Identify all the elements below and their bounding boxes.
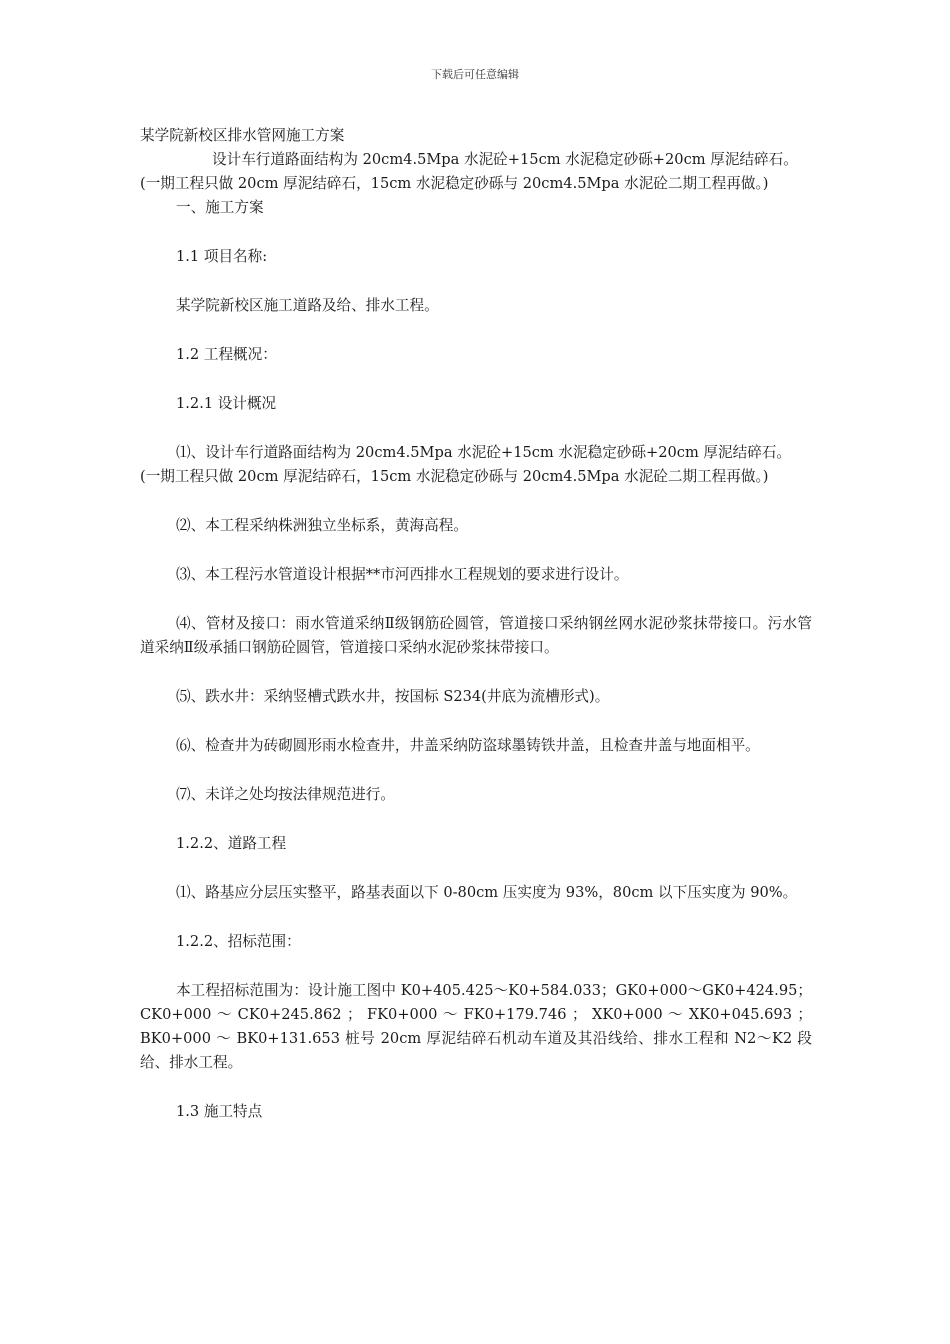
item-5: ⑸、跌水井：采纳竖槽式跌水井，按国标 S234(井底为流槽形式)。 xyxy=(176,688,610,705)
scope-text: 本工程招标范围为：设计施工图中 K0+405.425～K0+584.033；GK0+000～GK0+424.95；CK0+000 ～ CK0+245.862 ； FK0+000 ～ FK0+179.746 ； XK0+000 ～ XK0+045.693 ； BK0+000 ～ BK0+131.653 桩号 20cm 厚泥结碎石机动车道及其沿线给、排水工程和 N2～K2 段给、排水工程。 xyxy=(140,982,812,1071)
road-item-1: ⑴、路基应分层压实整平，路基表面以下 0-80cm 压实度为 93%，80cm 以下压实度为 90%。 xyxy=(176,884,798,901)
subheading-scope: 1.2.2、招标范围： xyxy=(176,933,301,950)
subheading-road: 1.2.2、道路工程 xyxy=(176,835,287,852)
doc-title: 某学院新校区排水管网施工方案 xyxy=(140,127,345,144)
intro-line-2: (一期工程只做 20cm 厚泥结碎石，15cm 水泥稳定砂砾与 20cm4.5Mpa 水泥砼二期工程再做。) xyxy=(140,175,769,192)
page-header: 下载后可任意编辑 xyxy=(431,68,519,81)
intro-line-1: 设计车行道路面结构为 20cm4.5Mpa 水泥砼+15cm 水泥稳定砂砾+20cm 厚泥结碎石。 xyxy=(212,151,798,168)
item-1-line-1: ⑴、设计车行道路面结构为 20cm4.5Mpa 水泥砼+15cm 水泥稳定砂砾+20cm 厚泥结碎石。 xyxy=(176,444,791,461)
subheading-1-2: 1.2 工程概况： xyxy=(176,346,277,363)
item-2: ⑵、本工程采纳株洲独立坐标系，黄海高程。 xyxy=(176,517,468,534)
subheading-1-3: 1.3 施工特点 xyxy=(176,1103,263,1120)
subheading-1-2-1: 1.2.1 设计概况 xyxy=(176,395,277,412)
item-7: ⑺、未详之处均按法律规范进行。 xyxy=(176,786,395,803)
subheading-1-1: 1.1 项目名称: xyxy=(176,248,268,265)
document-body xyxy=(140,124,812,1124)
item-4: ⑷、管材及接口：雨水管道采纳Ⅱ级钢筋砼圆管，管道接口采纳钢丝网水泥砂浆抹带接口。污水管道采纳Ⅱ级承插口钢筋砼圆管，管道接口采纳水泥砂浆抹带接口。 xyxy=(140,615,812,656)
section-heading: 一、施工方案 xyxy=(176,199,264,216)
item-3: ⑶、本工程污水管道设计根据**市河西排水工程规划的要求进行设计。 xyxy=(176,566,629,583)
item-1-line-2: (一期工程只做 20cm 厚泥结碎石，15cm 水泥稳定砂砾与 20cm4.5Mpa 水泥砼二期工程再做。) xyxy=(140,468,769,485)
item-6: ⑹、检查井为砖砌圆形雨水检查井，井盖采纳防盗球墨铸铁井盖，且检查井盖与地面相平。 xyxy=(176,737,760,754)
project-name-text: 某学院新校区施工道路及给、排水工程。 xyxy=(176,297,439,314)
